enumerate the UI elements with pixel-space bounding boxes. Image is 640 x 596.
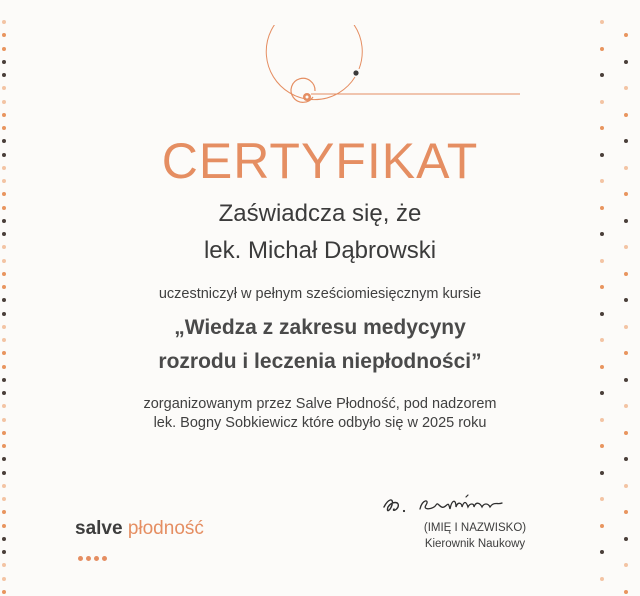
statement-text: Zaświadcza się, że [218,200,422,227]
border-dot [624,86,628,90]
border-dot [2,33,6,37]
border-dot [624,510,628,514]
border-dot [2,563,6,567]
circle-logo-icon [255,25,535,120]
border-dot [2,550,6,554]
border-dot [600,20,604,24]
border-dot [624,33,628,37]
border-dot [624,563,628,567]
border-dot [600,126,604,130]
border-dot [2,444,6,448]
brand-logo [75,518,204,540]
border-dot [2,457,6,461]
border-dot [2,86,6,90]
participation-text: uczestniczył w pełnym sześciomiesięcznym kursie [158,286,482,302]
border-dot [624,537,628,541]
border-dot [2,232,6,236]
border-dot [2,312,6,316]
border-dot [2,126,6,130]
certificate-title: CERTYFIKAT [161,133,479,189]
border-dot [624,272,628,276]
border-dot [2,60,6,64]
border-dot [600,391,604,395]
border-dot [2,391,6,395]
border-dot [624,60,628,64]
border-dot [2,524,6,528]
border-dot [600,497,604,501]
course-title-line-2: rozrodu i leczenia niepłodności” [158,350,482,373]
border-dot [624,457,628,461]
border-dot [2,577,6,581]
border-dot [624,590,628,594]
border-dot [600,524,604,528]
border-dot [600,47,604,51]
border-dot [2,471,6,475]
brand-word-salve: salve [75,518,123,539]
border-dot [624,378,628,382]
border-dot [600,444,604,448]
border-dot [2,590,6,594]
border-dot [600,100,604,104]
recipient-name: lek. Michał Dąbrowski [203,237,437,264]
border-dot [2,272,6,276]
organizer-text-line-2: lek. Bogny Sobkiewicz które odbyło się w 2025 roku [153,415,487,431]
border-dot [2,537,6,541]
border-dot [2,73,6,77]
border-dot [600,73,604,77]
border-dot [624,484,628,488]
border-dot [2,497,6,501]
border-dot [2,100,6,104]
organizer-text-line-1: zorganizowanym przez Salve Płodność, pod nadzorem [143,396,497,412]
border-dot [2,192,6,196]
border-dot [624,192,628,196]
border-dot [2,20,6,24]
border-dot [600,471,604,475]
border-dot [624,113,628,117]
course-title-line-1: „Wiedza z zakresu medycyny [174,316,466,339]
border-dot [600,577,604,581]
brand-word-plodnosc: płodność [122,518,204,539]
border-dot [600,550,604,554]
border-dot [600,232,604,236]
signatory-name-label: (IMIĘ I NAZWISKO) [423,522,527,534]
border-dot [624,431,628,435]
brand-dots-icon [78,548,128,556]
border-dot [2,378,6,382]
signatory-role: Kierownik Naukowy [424,538,526,550]
border-dot [2,484,6,488]
border-dot [600,312,604,316]
border-dot [2,113,6,117]
handwritten-signature [378,487,548,521]
border-dot [2,431,6,435]
border-dot [2,510,6,514]
border-dot [2,47,6,51]
